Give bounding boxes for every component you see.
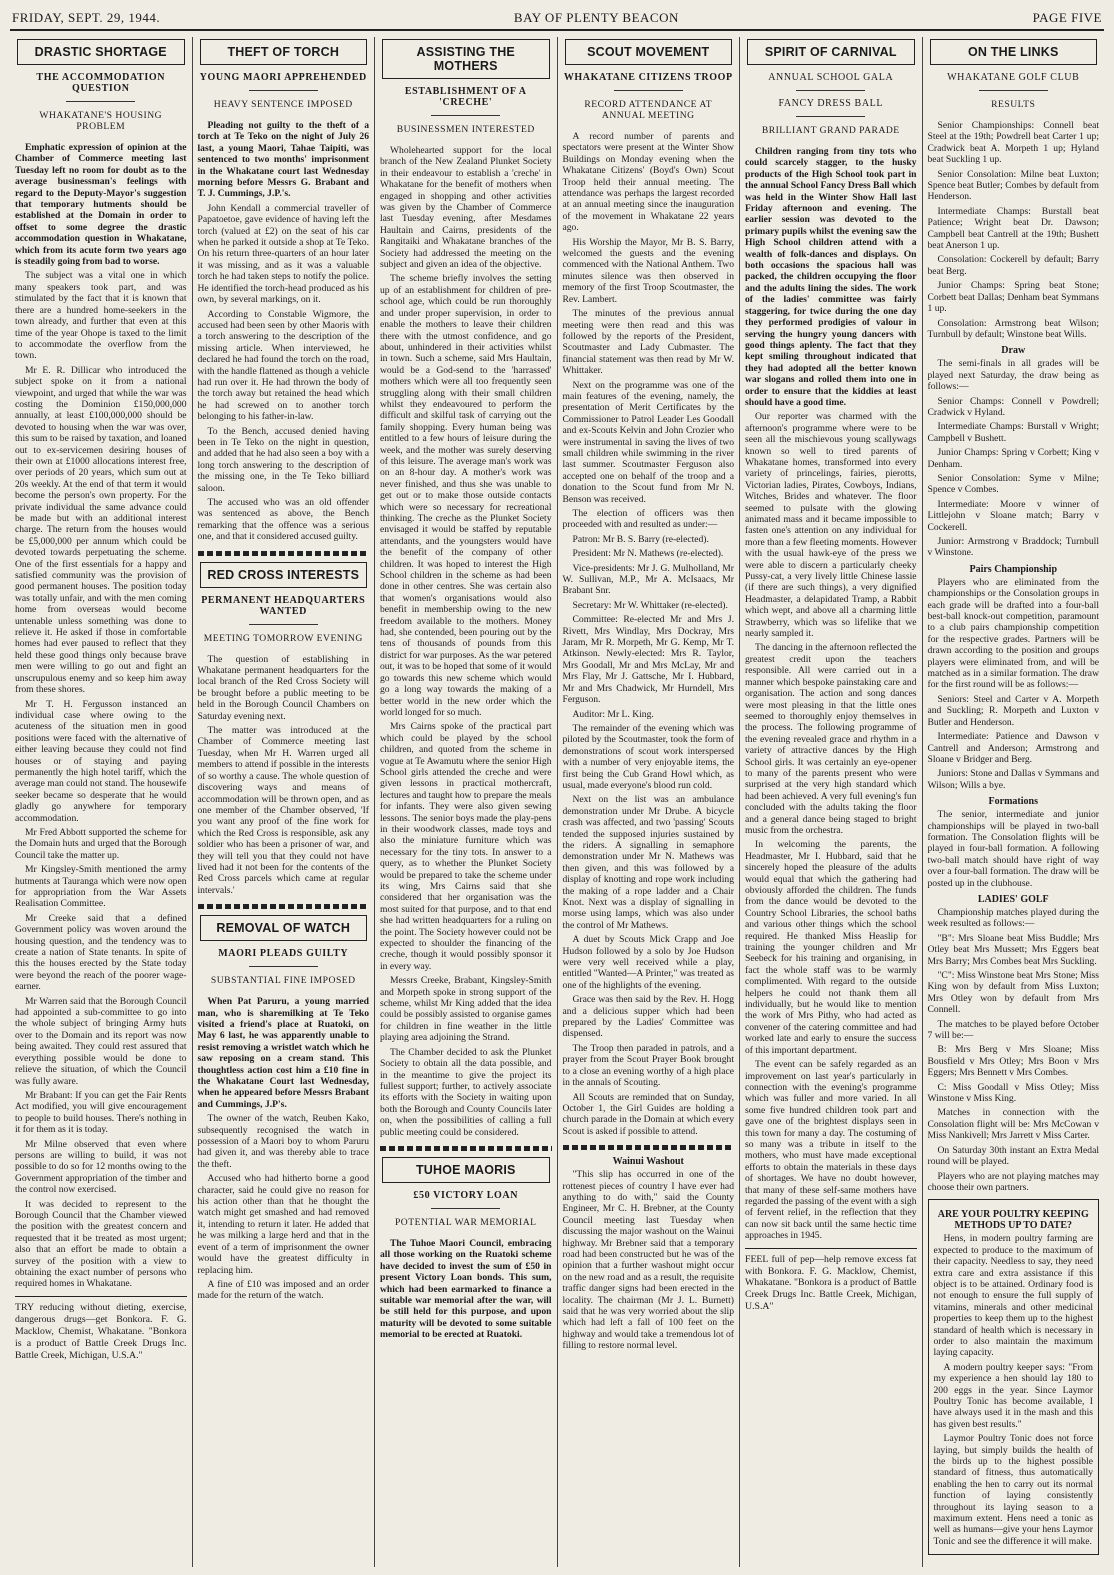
- paragraph: Grace was then said by the Rev. H. Hogg and a delicious supper which had been prepared by the Ladies' Committee was dispensed.: [562, 994, 734, 1040]
- paragraph: All Scouts are reminded that on Sunday, October 1, the Girl Guides are holding a church parade in the Domain at which every Scout is asked if possible to attend.: [562, 1091, 734, 1137]
- paragraph: A fine of £10 was imposed and an order made for the return of the watch.: [197, 1278, 369, 1302]
- divider: [66, 101, 135, 102]
- masthead-page: PAGE FIVE: [1032, 10, 1102, 25]
- bonkora-ad: FEEL full of pep—help remove excess fat with Bonkora. F. G. Macklow, Chemist, Whakatane. "Bonkora is a product of Battle Creek Drugs Inc. Battle Creek, Michigan, U.S.A": [745, 1248, 917, 1314]
- bonkora-ad: TRY reducing without dieting, exercise, dangerous drugs—get Bonkora. F. G. Macklow, Chemist, Whakatane. "Bonkora is a product of Battle Creek Drugs Inc. Battle Creek, Michigan, U.S.A.": [15, 1296, 187, 1362]
- deck: WHAKATANE GOLF CLUB: [947, 72, 1080, 83]
- paragraph: Intermediate: Patience and Dawson v Cantrell and Anderson; Armstrong and Sloane v Bridger and Berg.: [927, 731, 1099, 765]
- paragraph: The Chamber decided to ask the Plunket Society to obtain all the data possible, and in the meantime to give the project its fullest support; further, to actively associate its efforts with the Society in waiting upon both the Borough and County Councils later on, when the possibilities of calling a full public meeting could be considered.: [380, 1046, 552, 1138]
- subheading: SUBSTANTIAL FINE IMPOSED: [210, 975, 356, 987]
- paragraph: It was decided to represent to the Borough Council that the Chamber viewed the position with the greatest concern and requested that it be treated as most urgent; also that an effort be made to obtain a survey of the position with a view to obtaining the exact number of persons who required homes in Whakatane.: [15, 1198, 187, 1290]
- paragraph: Accused who had hitherto borne a good character, said he could give no reason for his action other than that he thought the watch might get smashed and had removed it, intending to return it later. He added that he was milking a large herd and that in the event of a term of imprisonment the owner would have the greatest difficulty in replacing him.: [197, 1173, 369, 1276]
- paragraph: Matches in connection with the Consolation flight will be: Mrs McCowan v Miss Nankivell; Mrs Jarrett v Miss Carter.: [927, 1107, 1099, 1142]
- paragraph: B: Mrs Berg v Mrs Sloane; Miss Bousfield v Mrs Otley; Mrs Boon v Mrs Eggers; Mrs Bennett v Mrs Combes.: [927, 1044, 1099, 1079]
- paragraph: The semi-finals in all grades will be played next Saturday, the draw being as follows:—: [927, 358, 1099, 393]
- paragraph: The minutes of the previous annual meeting were then read and this was followed by the reports of the President, Scoutmaster and Lady Cubmaster. The financial statement was then read by Mr W. Whittaker.: [562, 308, 734, 377]
- paragraph: The matter was introduced at the Chamber of Commerce meeting last Tuesday, when Mr H. Warren urged all members to attend if possible in the interests of so worthy a cause. The whole question of discovering ways and means of accommodation will be thrown open, and as one member of the Chamber observed, 'If you want any proof of the fine work for which the Red Cross is responsible, ask any soldier who has been a prisoner of war, and they will tell you that they could not have lived had it not been for the contents of the Red Cross parcels which came at regular intervals.': [197, 725, 369, 896]
- paragraph: His Worship the Mayor, Mr B. S. Barry, welcomed the guests and the evening commenced with the National Anthem. Two minutes silence was then observed in memory of the first Troop Scoutmaster, the Rev. Lambert.: [562, 236, 734, 305]
- deck-secondary: FANCY DRESS BALL: [778, 98, 884, 109]
- paragraph: Players who are eliminated from the championships or the Consolation groups in each grade will be drafted into a four-ball best-ball knock-out competition, paramount to a club pairs championship competition for the respective grades. Partners will be drawn according to the position and groups players were eliminated from, and will be matched as in a similar formation. The draw for the first round will be as follows:—: [927, 576, 1099, 691]
- paragraph: "C": Miss Winstone beat Mrs Stone; Miss King won by default from Miss Luxton; Mrs Otley won by default from Mrs Connell.: [927, 970, 1099, 1016]
- paragraph: Secretary: Mr W. Whittaker (re-elected).: [572, 599, 728, 611]
- paragraph: Senior Consolation: Milne beat Luxton; Spence beat Butler; Combes by default from Henderson.: [927, 168, 1099, 203]
- paragraph: "This slip has occurred in one of the rottenest pieces of country I have ever had anything to do with," said the County Engineer, Mr C. H. Brebner, at the County Council meeting last Tuesday when discussing the major washout on the Wainui highway. Mr Brebner said that a temporary road had been constructed but he was of the opinion that a further washout might occur on the new road and as a result, the requisite traffic danger signs had been erected in the locality. The chairman (Mr J. L. Burnett) said that he was very worried about the slip which had left a fall of 100 feet on the highway and would take a tremendous lot of filling to restore normal level.: [562, 1169, 734, 1352]
- paragraph: Players who are not playing matches may choose their own partners.: [927, 1170, 1099, 1193]
- paragraph: Junior Champs: Spring v Corbett; King v Denham.: [927, 447, 1099, 470]
- subheading: HEAVY SENTENCE IMPOSED: [213, 99, 353, 110]
- divider: [249, 624, 318, 625]
- divider: [249, 966, 318, 967]
- paragraph: The Troop then paraded in patrols, and a prayer from the Scout Prayer Book brought to a close an evening worthy of a high place in the annals of Scouting.: [562, 1042, 734, 1089]
- deck: £50 VICTORY LOAN: [413, 1189, 519, 1201]
- subheading: RESULTS: [991, 99, 1036, 110]
- subheading: BUSINESSMEN INTERESTED: [396, 124, 535, 135]
- paragraph: Seniors: Steel and Carter v A. Morpeth and Suckling; R. Morpeth and Luxton v Butler and Henderson.: [927, 693, 1099, 728]
- deck: YOUNG MAORI APPREHENDED: [199, 72, 367, 83]
- paragraph: Auditor: Mr L. King.: [572, 708, 654, 720]
- divider: [431, 1208, 500, 1209]
- paragraph: Intermediate Champs: Burstall v Wright; Campbell v Bushett.: [927, 421, 1099, 444]
- paragraph: Junior: Armstrong v Braddock; Turnbull v Winstone.: [927, 536, 1099, 559]
- poultry-ad: [928, 1199, 1100, 1555]
- deck: ESTABLISHMENT OF A 'CRECHE': [404, 86, 527, 108]
- paragraph: Junior Champs: Spring beat Stone; Corbett beat Dallas; Denham beat Symmans 1 up.: [927, 280, 1099, 315]
- paragraph: John Kendall a commercial traveller of Papatoetoe, gave evidence of having left the torch (valued at £2) on the seat of his car when he parked it outside a shop at Te Teko. On his return three-quarters of an hour later it was missing, and as it was a valuable torch he had taken steps to notify the police. He identified the torch-head produced as his own, by several markings, on it.: [197, 202, 369, 306]
- divider: [796, 90, 865, 91]
- paragraph: The election of officers was then proceeded with and resulted as under:—: [562, 508, 734, 531]
- paragraph: Mr E. R. Dillicar who introduced the subject spoke on it from a national viewpoint, and urged that while the war was costing the Dominion £150,000,000 annually, at least £100,000,000 should be devoted to housing when the war was over, this sum to be raised by taxation, and loaned out to ex-servicemen desiring houses of their own at £1000 allocations interest free, over periods of 20 years, which sum out at 20s weekly. At the end of that term it would become the person's own property. For the private individual the same advance could be made but with an additional interest charge. The return from the houses would be £5,000,000 per annum which could be devoted towards perpetuating the scheme. One of the first essentials for a happy and satisfied community was the provision of good permanent houses. The position today was totally unfair, and with the men coming home from overseas would become untenable unless something was done to relieve it. He asked if those in comfortable homes had ever paused to reflect that they held these good things only because brave men were willing to go out and fight an unscrupulous enemy and so keep him away from these shores.: [15, 364, 187, 696]
- headline: SPIRIT OF CARNIVAL: [747, 39, 915, 65]
- deck: WHAKATANE CITIZENS TROOP: [563, 72, 733, 83]
- subheading: MEETING TOMORROW EVENING: [203, 632, 363, 644]
- lead-paragraph: Pleading not guilty to the theft of a torch at Te Teko on the night of July 26 last, a young Maori, Tahae Taipiti, was sentenced to two months' imprisonment in the Whakatane court last Wednesday morning before Messrs G. Brabant and T. J. Cummings, J.P.'s.: [197, 120, 369, 200]
- paragraph: C: Miss Goodall v Miss Otley; Miss Winstone v Miss King.: [927, 1081, 1099, 1105]
- divider: [796, 116, 865, 117]
- column-scout-movement: [558, 37, 741, 1567]
- paragraph: Championship matches played during the week resulted as follows:—: [927, 906, 1099, 930]
- paragraph: Mr Milne observed that even where persons are willing to build, it was not possible to do so for 12 months owing to the Government appropriation of the timber and the control now exercised.: [15, 1138, 187, 1196]
- paragraph: The question of establishing in Whakatane permanent headquarters for the local branch of the Red Cross Society will be brought before a public meeting to be held in the Borough Council Chambers on Saturday evening next.: [197, 653, 369, 722]
- masthead-title: BAY OF PLENTY BEACON: [513, 10, 679, 25]
- paragraph: The remainder of the evening which was piloted by the Scoutmaster, took the form of demonstrations of scout work interspersed with a number of very enjoyable items, the first being the Cub Grand Howl which, as usual, made everyone's blood run cold.: [562, 722, 734, 791]
- lead-paragraph: The Tuhoe Maori Council, embracing all those working on the Ruatoki scheme have decided to invest the sum of £50 in present Victory Loan bonds. This sum, which had been earmarked to finance a suitable war memorial after the war, will be still held for this purpose, and upon maturity will be devoted to some suitable memorial to be erected at Ruatoki.: [380, 1237, 552, 1341]
- section-divider: [198, 551, 370, 556]
- subheading: POTENTIAL WAR MEMORIAL: [394, 1216, 537, 1228]
- headline: TUHOE MAORIS: [382, 1157, 550, 1183]
- paragraph: Patron: Mr B. S. Barry (re-elected).: [572, 533, 709, 545]
- paragraph: Mr Brabant: If you can get the Fair Rents Act modified, you will give encouragement to people to build houses. There's nothing in it for them as it is today.: [15, 1089, 187, 1136]
- formations-heading: Formations: [988, 796, 1038, 808]
- lead-paragraph: When Pat Paruru, a young married man, who is sharemilking at Te Teko visited a friend's place at Ruatoki, on May 6 last, he was apparently unable to resist removing a wristlet watch which he saw reposing on a cream stand. This thoughtless action cost him a £10 fine in the Whakatane Court last Wednesday, when he appeared before Messrs Brabant and Cummings, J.P's.: [197, 996, 369, 1110]
- paragraph: Senior Champs: Connell v Powdrell; Cradwick v Hyland.: [927, 395, 1099, 418]
- subheading: BRILLIANT GRAND PARADE: [761, 125, 900, 136]
- deck: THE ACCOMMODATION QUESTION: [36, 72, 166, 94]
- deck: ANNUAL SCHOOL GALA: [768, 72, 894, 83]
- paragraph: Mrs Cairns spoke of the practical part which could be played by the school children, and quoted from the scheme in vogue at Te Awamutu where the senior High School girls attended the creche and were given lessons in practical mothercraft, lectures and taught how to prepare the meals for infants. They were also given sewing lessons. The senior boys made the play-pens in their woodwork classes, made toys and also the miniature furniture which was necessary for the tiny tots. In answer to a query, as to whether the Plunket Society would be prepared to take the scheme under its wing, Mrs Cairns said that she considered that her organisation was the most suited for that purpose, and to that end she had written headquarters for a ruling on the point. The Society however could not be expected to shoulder the financing of the creche, though it would possibly sponsor it in every way.: [380, 721, 552, 972]
- paragraph: Intermediate: Moore v winner of Littlejohn v Sloane match; Barry v Cockerell.: [927, 498, 1099, 533]
- divider: [249, 90, 318, 91]
- divider: [614, 90, 683, 91]
- paragraph: The event can be safely regarded as an improvement on last year's particularly in connection with the evening's programme which was fuller and more varied. In all some five hundred children took part and gave one of the brightest displays seen in this town for many a day. The costuming of so many was a tribute in itself to the mothers, who must have made exceptional efforts to obtain the materials in these days of shortages. We have no doubt however, that many of these self-same mothers have regarded the passing of the event with a sigh of fervent relief, in the reflection that they can now sit back until the same hectic time approaches in 1945.: [745, 1059, 917, 1242]
- headline: DRASTIC SHORTAGE: [17, 39, 185, 65]
- deck: MAORI PLEADS GUILTY: [218, 948, 349, 960]
- paragraph: The owner of the watch, Reuben Kako, subsequently recognised the watch in possession of a Maori boy to whom Paruru had given it, and was thereby able to trace the theft.: [197, 1113, 369, 1170]
- paragraph: To the Bench, accused denied having been in Te Teko on the night in question, and added that he had also seen a boy with a long torch answering to the description of the missing one, in the Te Teko billiard saloon.: [197, 425, 369, 494]
- column-theft-of-torch: [193, 37, 376, 1567]
- column-drastic-shortage: [10, 37, 193, 1567]
- subheading: RECORD ATTENDANCE AT ANNUAL MEETING: [584, 99, 713, 121]
- paragraph: The matches to be played before October 7 will be:—: [927, 1018, 1099, 1042]
- paragraph: A duet by Scouts Mick Crapp and Joe Hudson followed by a solo by Joe Hudson were very well received while a play, entitled "Wanted—A Printer," was treated as one of the highlights of the evening.: [562, 934, 734, 991]
- pairs-heading: Pairs Championship: [969, 563, 1058, 575]
- subheading: WHAKATANE'S HOUSING PROBLEM: [39, 110, 163, 132]
- deck: PERMANENT HEADQUARTERS WANTED: [201, 594, 366, 617]
- section-divider: [380, 1146, 552, 1151]
- section-divider: [563, 1145, 735, 1150]
- paragraph: Hens, in modern poultry farming are expected to produce to the maximum of their capacity. Needless to say, they need extra care and extra assistance if this object is to be attained. Ordinary food is not enough to ensure the full supply of vitamins, minerals and other medicinal properties to keep them up to the highest standard of health which is necessary in order to also maintain the maximum laying capacity.: [933, 1233, 1093, 1359]
- paragraph: Mr Kingsley-Smith mentioned the army hutments at Tauranga which were now open for appropriation from the War Assets Realisation Committee.: [15, 864, 187, 910]
- column-assisting-mothers: [375, 37, 558, 1567]
- paragraph: Consolation: Armstrong beat Wilson; Turnbull by default; Winstone beat Wills.: [927, 317, 1099, 340]
- paragraph: "B": Mrs Sloane beat Miss Buddle; Mrs Otley beat Mrs Mussett; Mrs Eggers beat Mrs Barry; Mrs Combes beat Mrs Suckling.: [927, 932, 1099, 967]
- headline: RED CROSS INTERESTS: [200, 562, 368, 588]
- headline: THEFT OF TORCH: [200, 39, 368, 65]
- paragraph: Laymor Poultry Tonic does not force laying, but simply builds the health of the birds up to the highest possible standard of fitness, thus automatically enabling the hen to carry out its normal function of laying consistently throughout its laying season to a maximum extent. Hens need a tonic as well as humans—give your hens Laymor Tonic and see the difference it will make.: [933, 1433, 1093, 1547]
- masthead-date: FRIDAY, SEPT. 29, 1944.: [12, 10, 161, 25]
- paragraph: A modern poultry keeper says: "From my experience a hen should lay 180 to 200 eggs in the year. Since Laymor Poultry Tonic has become available, I have always used it in the mash and this has given best results.": [933, 1361, 1093, 1430]
- paragraph: Mr Warren said that the Borough Council had appointed a sub-committee to go into the whole subject of bringing Army huts over to the Domain and its report was now being awaited. They could rest assured that everything possible would be done to relieve the situation, of which the Council was fully aware.: [15, 995, 187, 1087]
- paragraph: Mr T. H. Fergusson instanced an individual case where owing to the acuteness of the situation men in good positions were faced with the alternative of either leaving because they could not find houses or of staying and paying permanently the high hotel tariff, which the average man could not stand. The housewife seeker became so desperate that he would gladly go anywhere for temporary accommodation.: [15, 698, 187, 824]
- paragraph: The dancing in the afternoon reflected the greatest credit upon the teachers responsible. All were carried out in a manner which bespoke painstaking care and organisation. The action and song dances were most pleasing in that the little ones seemed to thoroughly enjoy themselves in the process. The following programme of the evening revealed grace and rhythm in a variety of attractive dances by the High School girls. It was certainly an eye-opener to many of the parents present who were surprised at the very high standard which had been achieved. A very full evening's fun concluded with the adults taking the floor and a general dance being staged to bright music from the orchestra.: [745, 642, 917, 836]
- lead-paragraph: Children ranging from tiny tots who could scarcely stagger, to the husky products of the High School took part in the annual School Fancy Dress Ball which was held in the Winter Show Hall last Friday afternoon and evening. The earlier session was devoted to the primary pupils whilst the evening saw the High School children attend with a wealth of folk-dances and displays. On both occasions the spacious hall was packed, the children occupying the floor and the adults lining the sides. The work of the ladies' committee was fairly staggering, for twice during the one day they performed prodigies of valour in serving the hungry young dancers with good things aplenty. The fact that they kept smiling throughout indicated that they had adopted all the better known war slogans and rolled them into one in order to ensure that the kiddies at least should have a good time.: [745, 146, 917, 408]
- column-spirit-of-carnival: [740, 37, 923, 1567]
- paragraph: Mr Fred Abbott supported the scheme for the Domain huts and urged that the Borough Council take the matter up.: [15, 826, 187, 861]
- divider: [431, 115, 500, 116]
- paragraph: Mr Creeke said that a defined Government policy was woven around the housing question, and the tendency was to create a nation of State tenants. In spite of this the houses erected by the State today were beyond the reach of the poorer wage-earner.: [15, 912, 187, 993]
- paragraph: Our reporter was charmed with the afternoon's programme where were to be seen all the mischievous young scallywags known so well to tired parents of Whakatane homes, transformed into every variety of princelings, fairies, pierotts, Victorian ladies, Pirates, Cowboys, Indians, Witches, Brides and whatever. The floor seemed to pulsate with the glowing animated mass and it became impossible to fasten one's attention on any individual for more than a few fleeting moments. However with the usual hawk-eye of the press we were able to discern a particularly cheeky Pussy-cat, a very lively little Chinese lassie (if there are such things), a very dignified Headmaster, a delapidated Tramp, a Rabbit which wept, and above all a charming little Strawberry, which was so lifelike that we nearly sampled it.: [745, 411, 917, 640]
- paragraph: The accused who was an old offender was sentenced as above, the Bench remarking that the offence was a serious one, and that it considered accused guilty.: [197, 497, 369, 543]
- paragraph: Senior Championships: Connell beat Steel at the 19th; Powdrell beat Carter 1 up; Cradwick beat A. Morpeth 1 up; Hyland beat Suckling 1 up.: [927, 120, 1099, 166]
- paragraph: Messrs Creeke, Brabant, Kingsley-Smith and Morpeth spoke in strong support of the scheme, whilst Mr King added that the idea could be possibly assisted to organise games for children in fine weather in the little playing area adjoining the Strand.: [380, 975, 552, 1044]
- headline: REMOVAL OF WATCH: [200, 915, 368, 941]
- divider: [979, 90, 1048, 91]
- paragraph: Consolation: Cockerell by default; Barry beat Berg.: [927, 254, 1099, 277]
- paragraph: Next on the programme was one of the main features of the evening, namely, the presentation of Merit Certificates by the Commissioner to Patrol Leader Les Goodall and ex-Scouts Kelvin and John Crozier who were instrumental in saving the lives of two small children while swimming in the river last summer. Scoutmaster Ferguson also accepted one on behalf of the troop and a donation to the Scout fund from Mr N. Benson was received.: [562, 379, 734, 505]
- paragraph: A record number of parents and spectators were present at the Winter Show Buildings on Monday evening when the Whakatane Citizens' (Boyd's Own) Scout Troop held their annual meeting. The attendance was perhaps the largest recorded at an annual meeting since the inauguration of the movement in Whakatane 22 years ago.: [562, 131, 734, 234]
- lead-paragraph: Emphatic expression of opinion at the Chamber of Commerce meeting last Tuesday left no room for doubt as to the average businessman's feelings with regard to the Deputy-Mayor's suggestion that temporary hutments should be established at the Domain in order to offset to some degree the drastic accommodation question in Whakatane, which from its acute form two years ago is steadily going from bad to worse.: [15, 142, 187, 268]
- paragraph: In welcoming the parents, the Headmaster, Mr I. Hubbard, said that he sincerely hoped the pleasure of the adults would equal that which the gathering had obviously afforded the children. The funds from the dance would be devoted to the Country School Libraries, the school baths and various other things which the school required. He thanked Miss Heaslip for training the younger children and Mr Seebeck for his training and organising, in fact the whole staff was to be warmly complimented. With regard to the outside helpers he could not thank them all individually, but he would like to mention the work of Mrs Pithy, who had acted as convener of the catering committee and had worked late and early to ensure the success of this important department.: [745, 839, 917, 1056]
- poultry-ad-heading: ARE YOUR POULTRY KEEPING METHODS UP TO DATE?: [937, 1209, 1089, 1232]
- masthead: [10, 8, 1104, 31]
- column-on-the-links: [923, 37, 1105, 1567]
- columns: [10, 37, 1104, 1567]
- ladies-golf-heading: LADIES' GOLF: [977, 893, 1049, 905]
- paragraph: Next on the list was an ambulance demonstration under Mr Drube. A bicycle crash was affected, and two 'passing' Scouts tended the supposed injuries sustained by the riders. A signalling in semaphore demonstration under Mr N. Mathews was then given, and this was followed by a display of knotting and rope work including the making of a rope ladder and a Chair Knot. Next was a display of signalling in morse using lamps, which was also under the control of Mr Mathews.: [562, 794, 734, 931]
- paragraph: Committee: Re-elected Mr and Mrs J. Rivett, Mrs Windlay, Mrs Dockray, Mrs Jaram, Mr R. Morpeth, Mr G. Kemp, Mr T. Atkinson. Newly-elected: Mrs R. Taylor, Mrs Goodall, Mr and Mrs McLay, Mr and Mrs Flay, Mr J. Gattsche, Mr I. Hubbard, Mr and Mrs Chadwick, Mr Hurndell, Mrs Ferguson.: [562, 614, 734, 706]
- draw-heading: Draw: [1001, 345, 1026, 357]
- paragraph: Intermediate Champs: Burstall beat Patience; Wright beat Dr. Dawson; Campbell beat Cantrell at the 19th; Bushett beat Anerson 1 up.: [927, 205, 1099, 252]
- paragraph: President: Mr N. Mathews (re-elected).: [572, 548, 724, 560]
- paragraph: According to Constable Wigmore, the accused had been seen by other Maoris with a torch answering to the description of the missing article. When interviewed, he declared he had found the torch on the road, with the handle flattened as though a vehicle had run over it. He had thrown the body of the torch away but retained the head which he had screwed on to another torch belonging to his father-in-law.: [197, 308, 369, 423]
- paragraph: On Saturday 30th instant an Extra Medal round will be played.: [927, 1144, 1099, 1168]
- headline: ON THE LINKS: [930, 39, 1098, 65]
- paragraph: Senior Consolation: Syme v Milne; Spence v Combes.: [927, 472, 1099, 496]
- paragraph: Wholehearted support for the local branch of the New Zealand Plunket Society in their endeavour to establish a 'creche' in Whakatane for the benefit of mothers when engaged in shopping and other activities was given by the Chamber of Commerce last Tuesday evening, after Mesdames Haultain and Cairns, presidents of the Rangitaiki and Whakatane branches of the Society had addressed the meeting on the subject and given an idea of the objective.: [380, 145, 552, 271]
- headline: SCOUT MOVEMENT: [565, 39, 733, 65]
- section-divider: [198, 904, 370, 909]
- paragraph: Vice-presidents: Mr J. G. Mulholland, Mr W. Sullivan, M.P., Mr A. McIsaacs, Mr Brabant Snr.: [562, 562, 734, 597]
- paragraph: The senior, intermediate and junior championships will be played in two-ball formation. The Consolation flights will be played in four-ball formation. A following two-ball match should have right of way over a four-ball formation. The draw will be posted up in the clubhouse.: [927, 809, 1099, 889]
- paragraph: Juniors: Stone and Dallas v Symmans and Wilson; Wills a bye.: [927, 768, 1099, 791]
- paragraph: The subject was a vital one in which many speakers took part, and was stimulated by the fact that it is known that there are a hundred home-seekers in the town already, and further that even at this time of the year Ohope is taxed to the limit to accommodate the overflow from the town.: [15, 270, 187, 362]
- headline: ASSISTING THE MOTHERS: [382, 39, 550, 79]
- paragraph: The scheme briefly involves the setting up of an establishment for children of pre-school age, which could be run thoroughly and under proper supervision, in order to enable the mothers to leave their children there with the utmost confidence, and go about, unhindered in their activities whilst in town. Such a scheme, said Mrs Haultain, would be a God-send to the 'harrassed' mothers which were all too frequently seen struggling along with their small children whilst they endeavoured to perform the difficult and skilful task of carrying out the family shopping. Every human being was entitled to a few hours of leisure during the week, and the mother was surely deserving of this leisure. The average man's work was on an 8-hour day. A mother's work was never finished, and thus she was unable to get out or to make those outside contacts which were so necessary for recreational thinking. The creche as the Plunket Society envisaged it would be staffed by reputable attendants, and the youngsters would have the benefit of the company of other children. It was hoped to interest the High School children in the scheme as had been done in other centres. She was certain also that women's organisations would also benefit in membership owing to the new freedom available to the mothers. Money had, she contended, been pouring out by the tens of thousands of pounds from this district for war purposes. As the war petered out, it was to be hoped that some of it would go towards this new scheme which would go a long way towards the making of a better world in the new order which the world longed for so much.: [380, 273, 552, 718]
- subheading: Wainui Washout: [612, 1156, 684, 1168]
